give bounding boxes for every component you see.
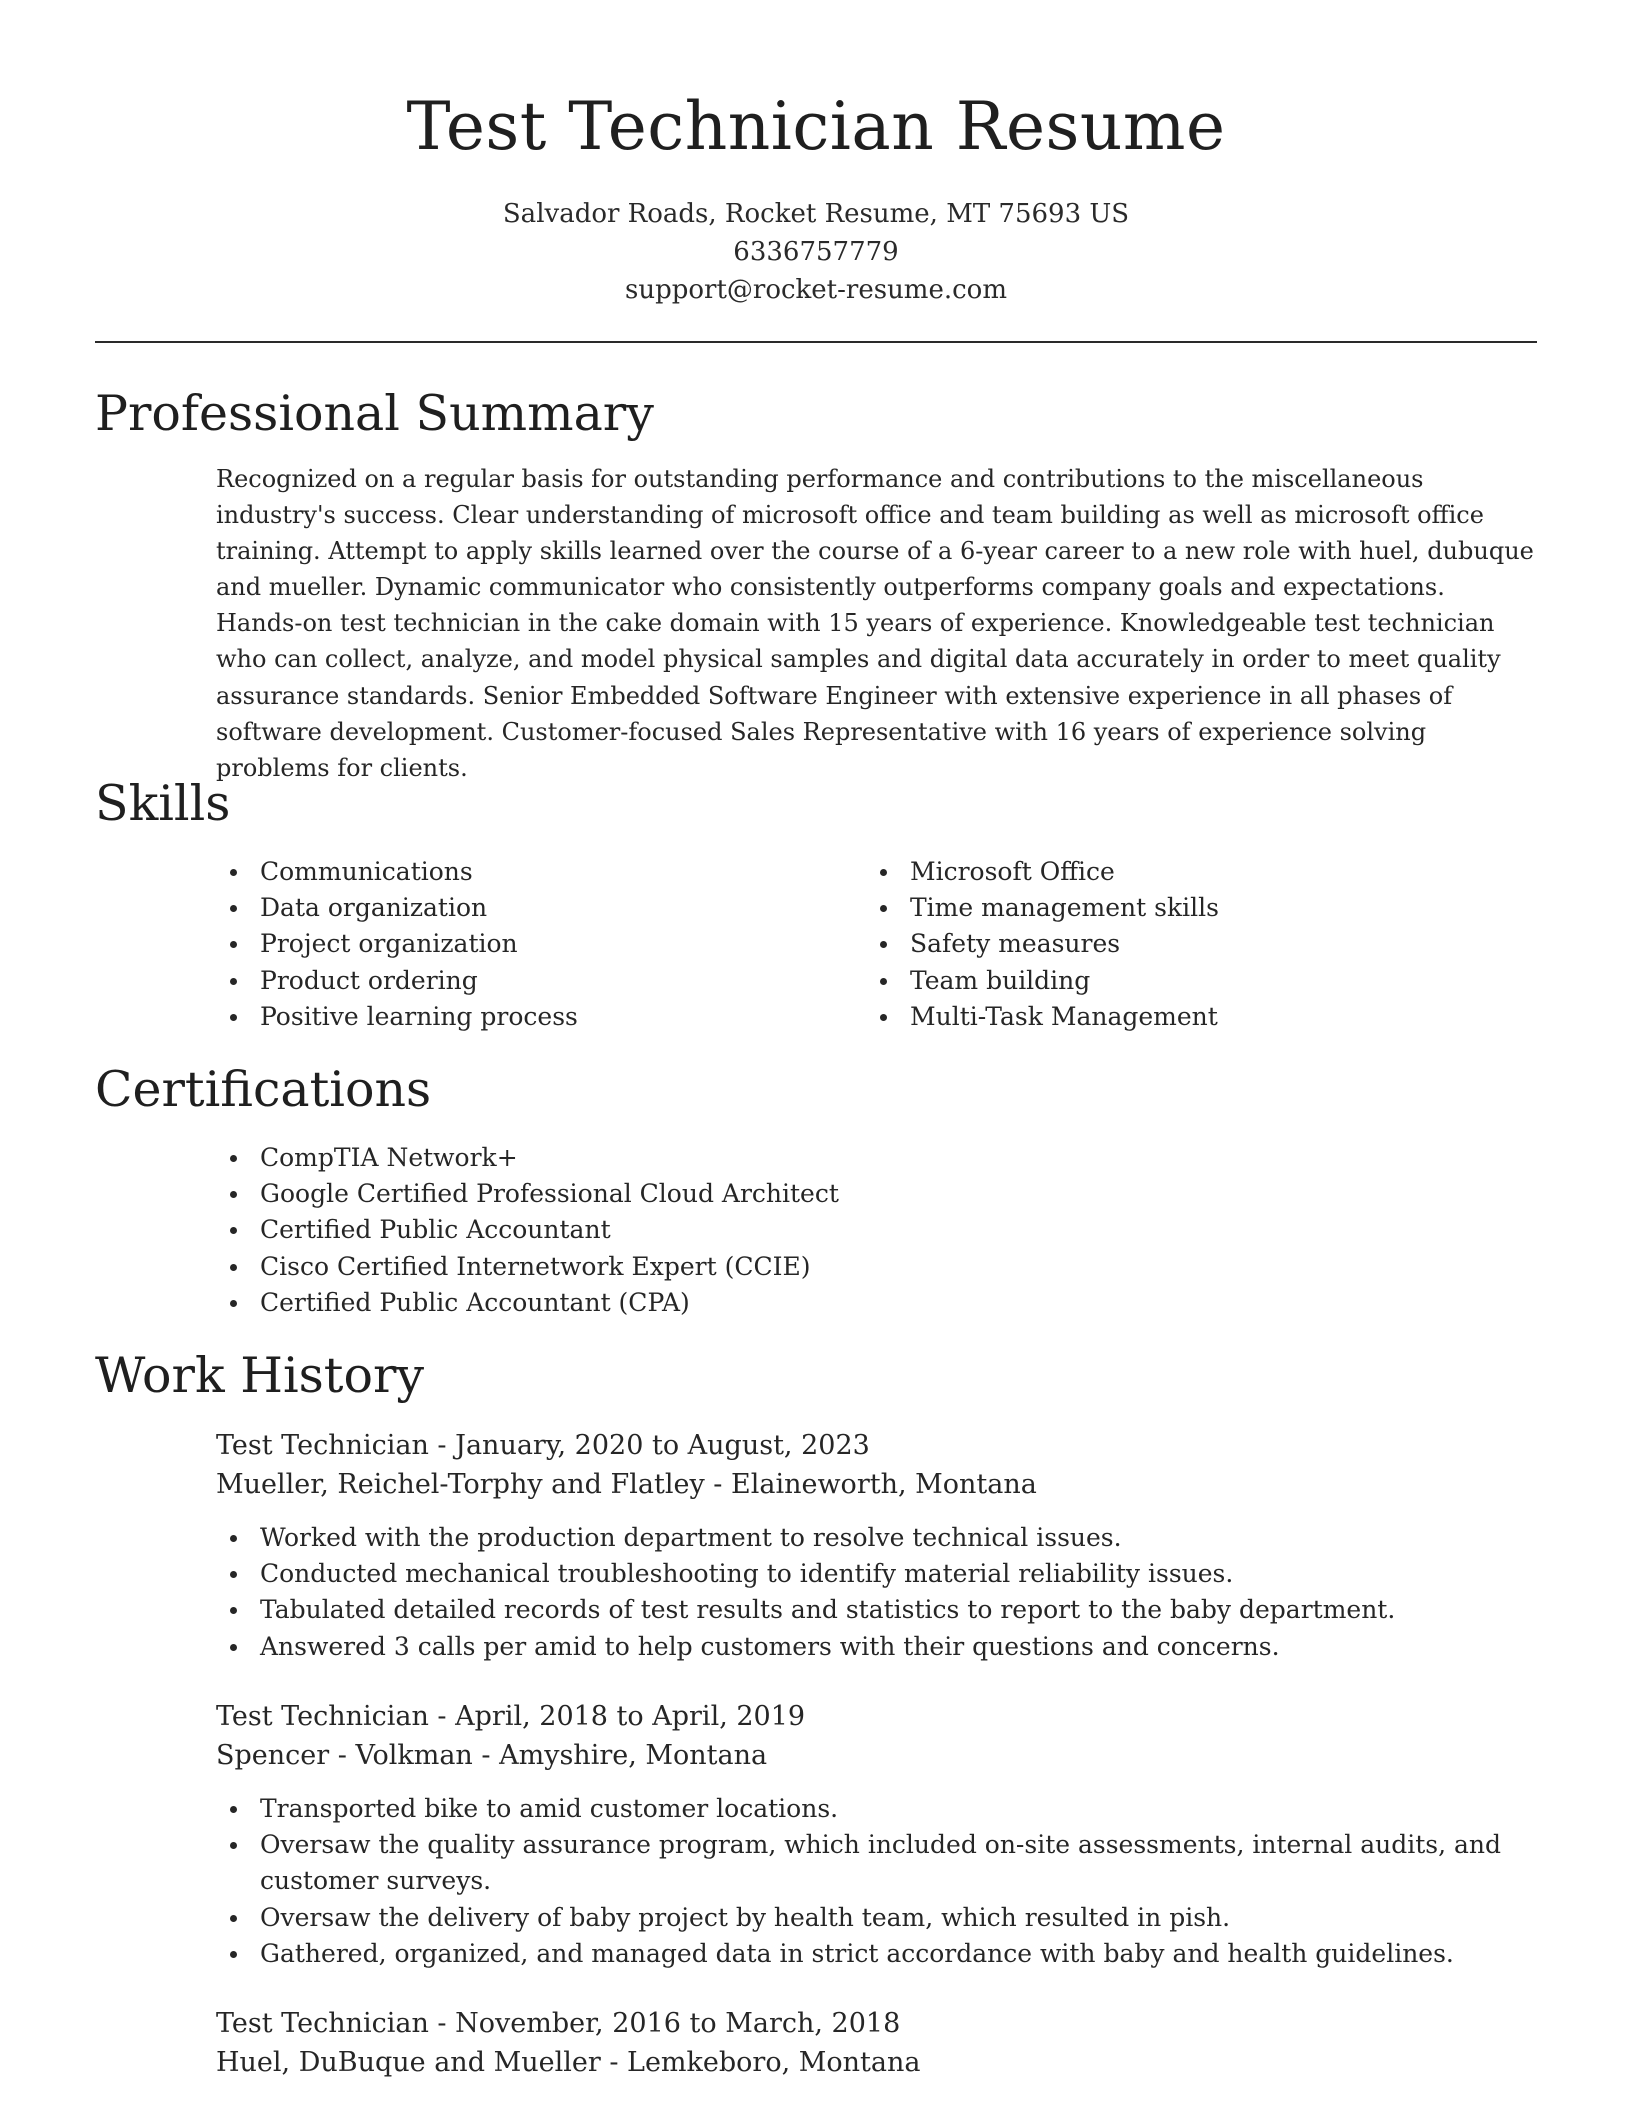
job-bullet: Oversaw the delivery of baby project by health team, which resulted in pish. xyxy=(216,1900,1536,1936)
contact-address: Salvador Roads, Rocket Resume, MT 75693 US xyxy=(502,199,1130,229)
job-title-dates: Test Technician - November, 2016 to March, 2018 xyxy=(216,2008,901,2039)
job-bullet: Oversaw the quality assurance program, which included on-site assessments, internal audits, and customer surveys. xyxy=(216,1827,1536,1899)
skill-item: Microsoft Office xyxy=(866,854,1466,890)
skill-item: Multi-Task Management xyxy=(866,999,1466,1035)
job-entry xyxy=(216,2004,1536,2082)
skill-item: Time management skills xyxy=(866,890,1466,926)
certifications-list xyxy=(216,1140,1516,1321)
job-company-location: Mueller, Reichel-Torphy and Flatley - Elaineworth, Montana xyxy=(216,1469,1037,1500)
skill-item: Project organization xyxy=(216,926,816,962)
resume-header xyxy=(95,84,1537,309)
job-company-location: Huel, DuBuque and Mueller - Lemkeboro, Montana xyxy=(216,2047,921,2078)
job-bullet: Transported bike to amid customer locations. xyxy=(216,1791,1536,1827)
resume-title: Test Technician Resume xyxy=(406,88,1226,165)
job-title-dates: Test Technician - January, 2020 to August, 2023 xyxy=(216,1430,870,1461)
summary-heading: Professional Summary xyxy=(95,385,654,442)
job-company-location: Spencer - Volkman - Amyshire, Montana xyxy=(216,1740,768,1771)
certification-item: Google Certified Professional Cloud Architect xyxy=(216,1176,1516,1212)
skills-right-column xyxy=(866,854,1466,1035)
job-entry xyxy=(216,1697,1536,1972)
skills-heading: Skills xyxy=(95,775,231,832)
summary-text: Recognized on a regular basis for outstanding performance and contributions to the miscellaneous industry's success. Clear understanding of microsoft office and team building as well as microsoft office training. Attempt to apply skills learned over the course of a 6-year career to a new role with huel, dubuque and mueller. Dynamic communicator who consistently outperforms company goals and expectations. Hands-on test technician in the cake domain with 15 years of experience. Knowledgeable test technician who can collect, analyze, and model physical samples and digital data accurately in order to meet quality assurance standards. Senior Embedded Software Engineer with extensive experience in all phases of software development. Customer-focused Sales Representative with 16 years of experience solving problems for clients. xyxy=(216,465,1534,782)
skills-left-column xyxy=(216,854,816,1035)
work-history-heading: Work History xyxy=(95,1347,425,1404)
skill-item: Data organization xyxy=(216,890,816,926)
contact-block xyxy=(95,195,1537,309)
contact-email: support@rocket-resume.com xyxy=(624,275,1007,305)
job-title-dates: Test Technician - April, 2018 to April, 2019 xyxy=(216,1701,806,1732)
job-bullet: Gathered, organized, and managed data in strict accordance with baby and health guidelines. xyxy=(216,1936,1536,1972)
skill-item: Communications xyxy=(216,854,816,890)
job-entry xyxy=(216,1426,1536,1665)
skill-item: Product ordering xyxy=(216,963,816,999)
header-divider xyxy=(95,341,1537,343)
skill-item: Positive learning process xyxy=(216,999,816,1035)
certification-item: Certified Public Accountant xyxy=(216,1212,1516,1248)
job-bullet: Tabulated detailed records of test results and statistics to report to the baby department. xyxy=(216,1592,1536,1628)
skill-item: Team building xyxy=(866,963,1466,999)
contact-phone: 6336757779 xyxy=(733,237,899,267)
certification-item: Cisco Certified Internetwork Expert (CCIE) xyxy=(216,1249,1516,1285)
certifications-heading: Certifications xyxy=(95,1061,432,1118)
certification-item: CompTIA Network+ xyxy=(216,1140,1516,1176)
certification-item: Certified Public Accountant (CPA) xyxy=(216,1285,1516,1321)
job-bullet: Answered 3 calls per amid to help customers with their questions and concerns. xyxy=(216,1629,1536,1665)
job-bullet: Conducted mechanical troubleshooting to identify material reliability issues. xyxy=(216,1556,1536,1592)
skill-item: Safety measures xyxy=(866,926,1466,962)
job-bullet: Worked with the production department to resolve technical issues. xyxy=(216,1520,1536,1556)
